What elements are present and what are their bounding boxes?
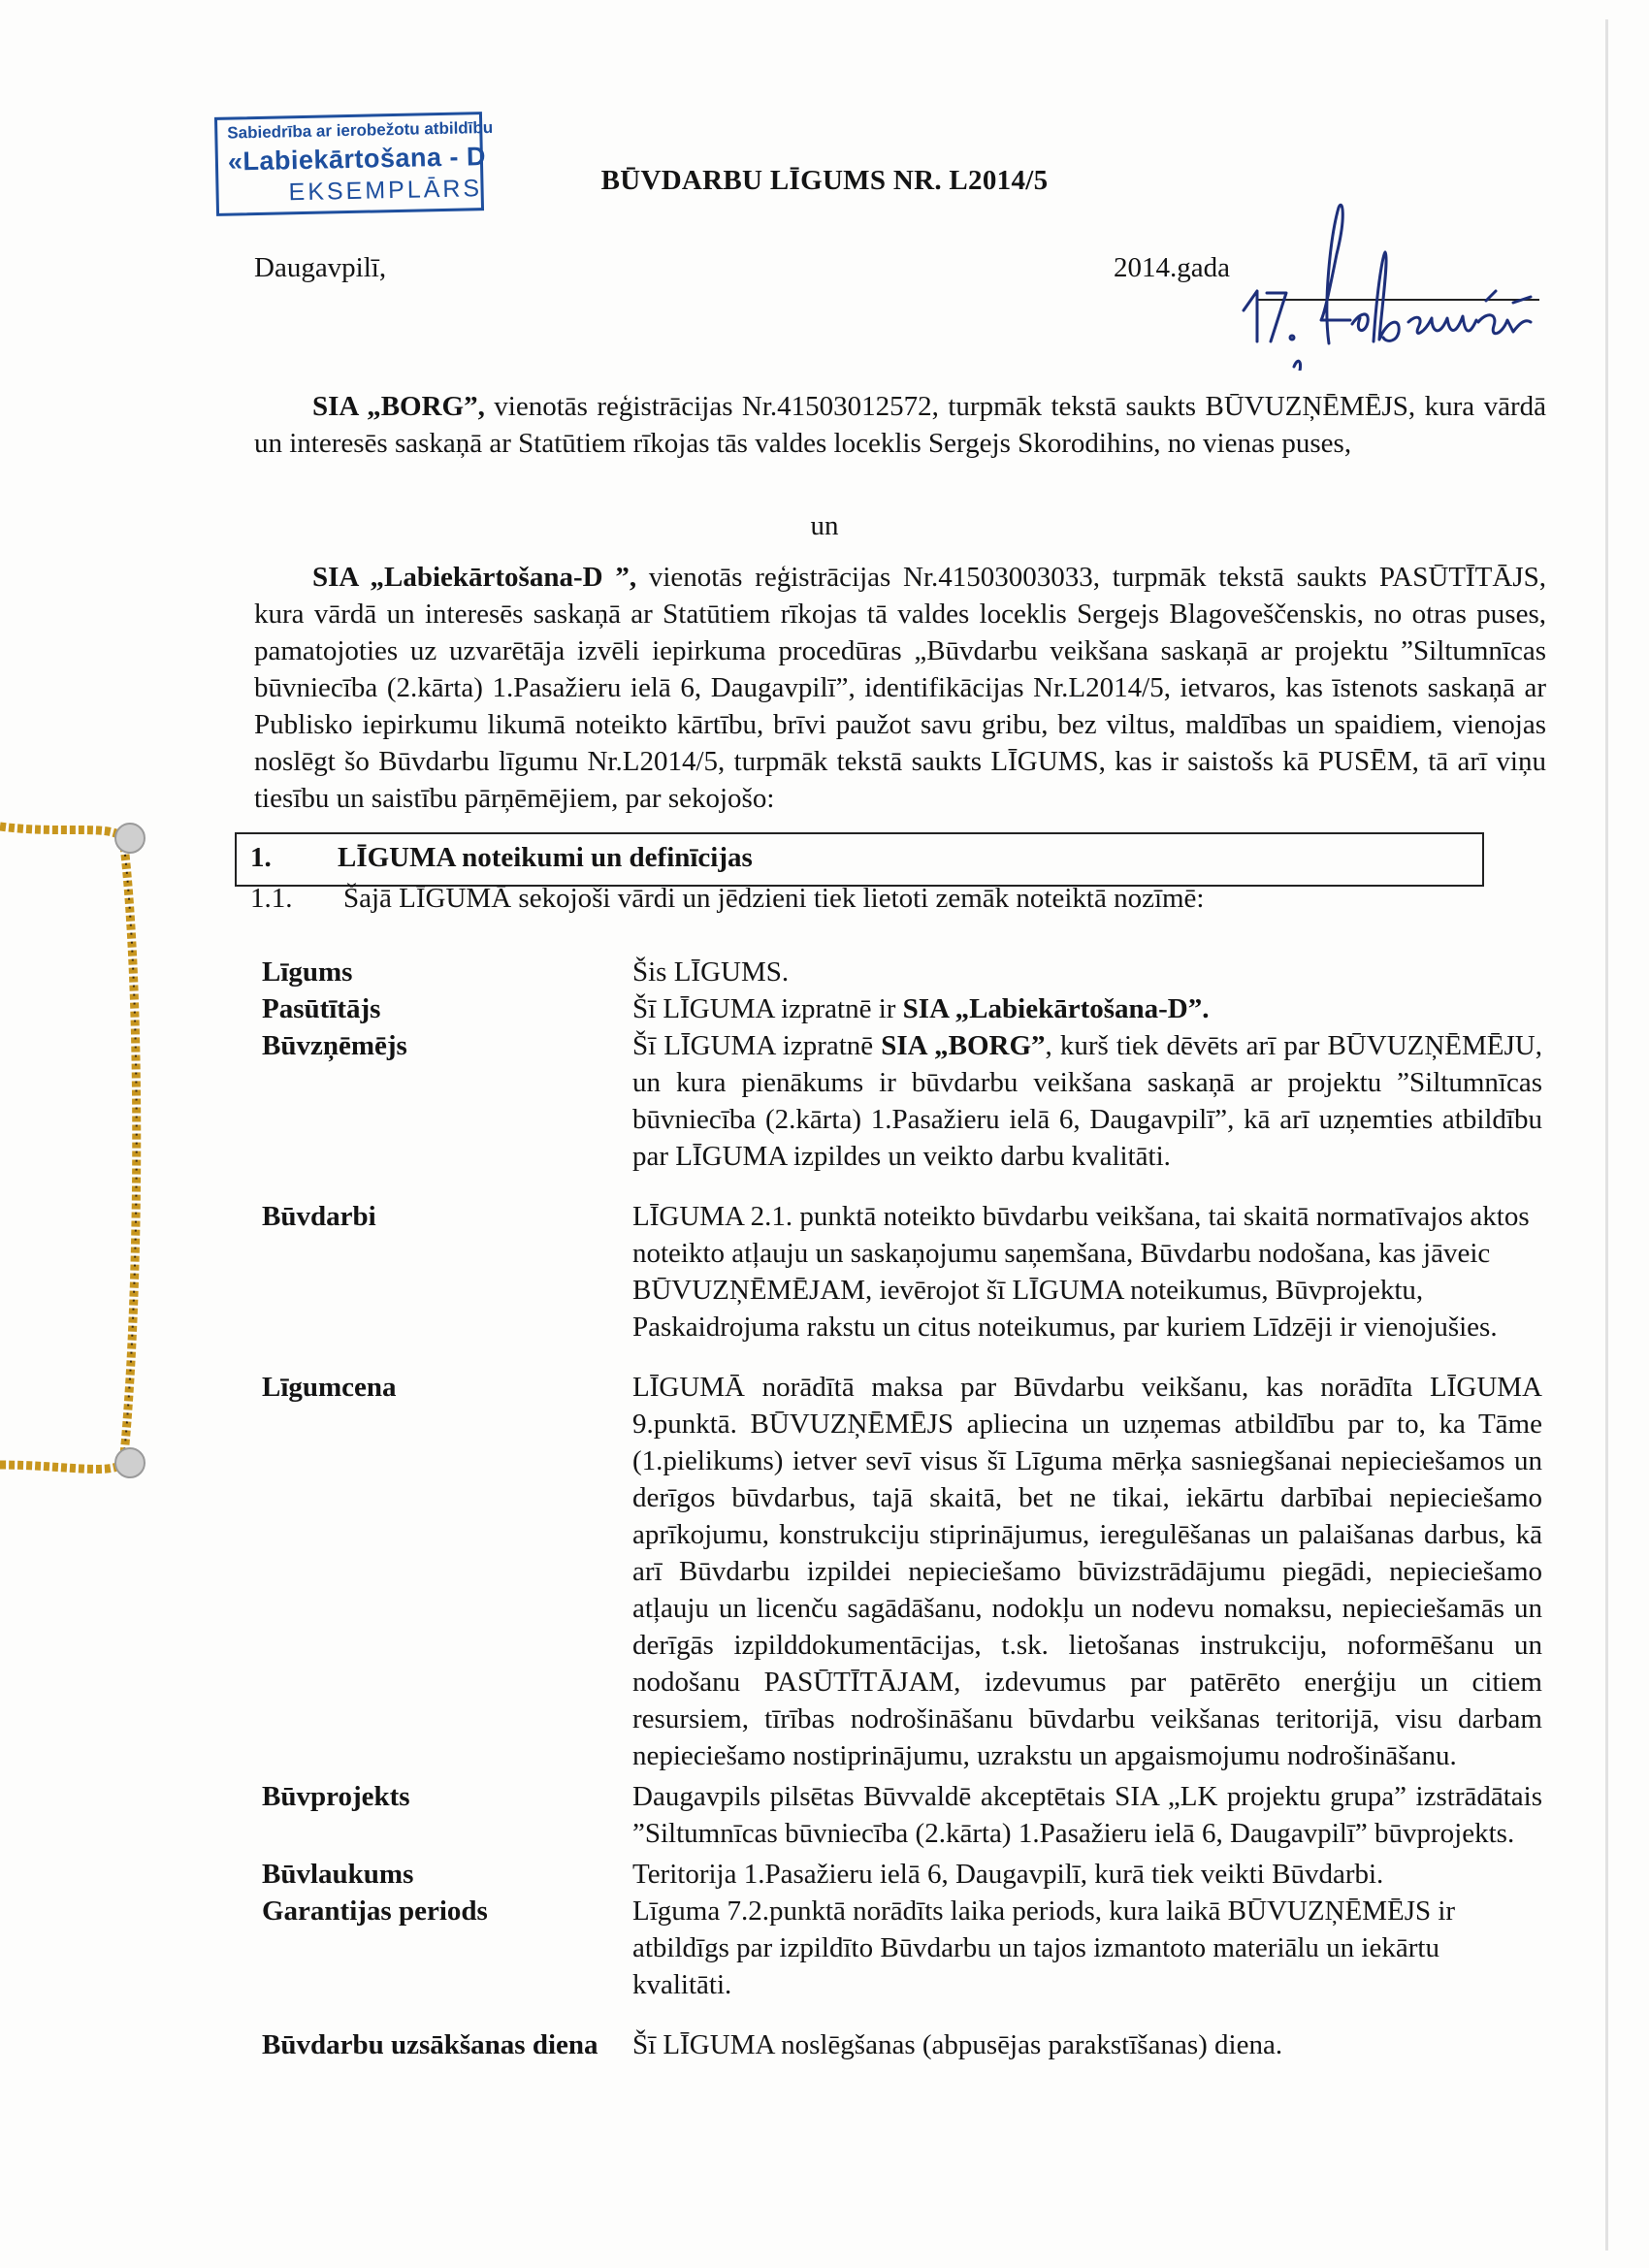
definition-row	[262, 1856, 1542, 1893]
definition-term: Būvzņēmējs	[262, 1030, 407, 1061]
subsection-1-1-text: Šajā LĪGUMĀ sekojoši vārdi un jēdzieni tiek lietoti zemāk noteiktā nozīmē:	[343, 883, 1205, 914]
definition-text-plain: Šī LĪGUMA izpratnē ir	[632, 993, 903, 1024]
definition-term: Būvlaukums	[262, 1859, 414, 1890]
definition-text-bold: SIA „BORG”	[881, 1030, 1046, 1061]
definition-text	[632, 1027, 1542, 1175]
page-edge-shadow	[1605, 19, 1608, 2251]
definition-term: Līgumcena	[262, 1372, 397, 1403]
subsection-1-1-number: 1.1.	[250, 883, 293, 914]
definitions-list	[262, 954, 1542, 2063]
party-1-paragraph	[254, 388, 1546, 462]
stamp-line-3: EKSEMPLĀRS	[288, 175, 483, 207]
definition-text: Daugavpils pilsētas Būvvaldē akceptētais SIA „LK projektu grupa” izstrādātais ”Siltumnīcas būvniecība (2.kārta) 1.Pasažieru ielā 6, Daugavpilī” būvprojekts.	[632, 1781, 1542, 1849]
party-2-text: vienotās reģistrācijas Nr.41503003033, turpmāk tekstā saukts PASŪTĪTĀJS, kura vārdā un interesēs saskaņā ar Statūtiem rīkojas tā valdes loceklis Sergejs Blagoveščenskis, no otras puses, pamatojoties uz uzvarētāja izvēli iepirkuma procedūras „Būvdarbu veikšana saskaņā ar projektu ”Siltumnīcas būvniecība (2.kārta) 1.Pasažieru ielā 6, Daugavpilī”, identifikācijas Nr.L2014/5, ietvaros, kas īstenots saskaņā ar Publisko iepirkumu likumā noteikto kārtību, brīvi paužot savu gribu, bez viltus, maldības un spaidiem, vienojas noslēgt šo Būvdarbu līgumu Nr.L2014/5, turpmāk tekstā saukts LĪGUMS, kas ir saistošs kā PUSĒM, tā arī viņu tiesību un saistību pārņēmējiem, par sekojošo:	[254, 562, 1547, 814]
definition-text: Līguma 7.2.punktā norādīts laika periods, kura laikā BŪVUZŅĒMĒJS ir atbildīgs par izpildīto Būvdarbu un tajos izmantoto materiālu un iekārtu kvalitāti.	[632, 1895, 1456, 2000]
definition-row	[262, 2026, 1542, 2063]
definition-row	[262, 1893, 1542, 2003]
definition-term: Līgums	[262, 956, 353, 988]
party-2-name: SIA „Labiekārtošana-D ”,	[312, 562, 637, 593]
definition-row	[262, 954, 1542, 990]
definition-text: Šī LĪGUMA noslēgšanas (abpusējas parakstīšanas) diena.	[632, 2029, 1283, 2060]
binding-cord-icon	[0, 795, 155, 1494]
section-1-number: 1.	[250, 842, 272, 873]
definition-text: Šis LĪGUMS.	[632, 956, 790, 988]
definition-text-after: , kurš tiek dēvēts arī par BŪVUZŅĒMĒJU, un kura pienākums ir būvdarbu veikšana saskaņā ar projektu ”Siltumnīcas būvniecība (2.kārta) 1.Pasažieru ielā 6, Daugavpilī”, kā arī uzņemties atbildību par LĪGUMA izpildes un veikto darbu kvalitāti.	[632, 1030, 1542, 1172]
date-year: 2014.gada	[1114, 252, 1230, 283]
stamp-line-1: Sabiedrība ar ierobežotu atbildību	[227, 117, 494, 143]
definition-term: Būvdarbi	[262, 1201, 376, 1232]
definition-text: LĪGUMĀ norādītā maksa par Būvdarbu veikšanu, kas norādīta LĪGUMA 9.punktā. BŪVUZŅĒMĒJS apliecina un uzņemas atbildību par to, ka Tāme (1.pielikums) ietver sevī visus šī Līguma mērķa sasniegšanai nepieciešamos un derīgos būvdarbus, tajā skaitā, bet ne tikai, iekārtu darbībai nepieciešamo aprīkojumu, konstrukciju stiprinājumus, ieregulēšanas un palaišanas darbus, kā arī Būvdarbu izpildei nepieciešamo būvizstrādājumu piegādi, nepieciešamo atļauju un licenču sagādāšanu, nodokļu un nodevu nomaksu, nepieciešamās un derīgās izpilddokumentācijas, t.sk. lietošanas instrukciju, noformēšanu un nodošanu PASŪTĪTĀJAM, izdevumus par patērēto enerģiju un citiem resursiem, tīrības nodrošināšanu būvdarbu veikšanas teritorijā, visu darbam nepieciešamo nostiprinājumu, uzrakstu un apgaismojumu nodrošināšanu.	[632, 1372, 1542, 1771]
company-stamp	[214, 112, 494, 216]
party-1-text: vienotās reģistrācijas Nr.41503012572, turpmāk tekstā saukts BŪVUZŅĒMĒJS, kura vārdā un interesēs saskaņā ar Statūtiem rīkojas tās valdes loceklis Sergejs Skorodihins, no vienas puses,	[254, 391, 1546, 459]
section-1-title: LĪGUMA noteikumi un definīcijas	[338, 842, 753, 873]
definition-row	[262, 1198, 1542, 1345]
place-of-signing: Daugavpilī,	[254, 252, 387, 283]
definition-row	[262, 1778, 1542, 1852]
definition-text: LĪGUMA 2.1. punktā noteikto būvdarbu veikšana, tai skaitā normatīvajos aktos noteikto atļauju un saskaņojumu saņemšana, Būvdarbu nodošana, kas jāveic BŪVUZŅĒMĒJAM, ievērojot šī LĪGUMA noteikumus, Būvprojektu, Paskaidrojuma rakstu un citus noteikumus, par kuriem Līdzēji ir vienojušies.	[632, 1201, 1530, 1343]
party-1-name: SIA „BORG”,	[312, 391, 485, 422]
definition-term: Būvprojekts	[262, 1781, 410, 1812]
section-1-heading-box	[235, 832, 1484, 887]
definition-row	[262, 990, 1542, 1027]
and-connector: un	[810, 510, 839, 541]
definition-text-bold: SIA „Labiekārtošana-D”.	[902, 993, 1210, 1024]
definition-text-plain: Šī LĪGUMA izpratnē	[632, 1030, 882, 1061]
document-title: BŪVDARBU LĪGUMS NR. L2014/5	[600, 165, 1049, 196]
definition-row	[262, 1369, 1542, 1774]
definition-term: Garantijas periods	[262, 1895, 488, 1927]
definition-row	[262, 1027, 1542, 1175]
party-2-paragraph	[254, 559, 1546, 817]
definition-text: Teritorija 1.Pasažieru ielā 6, Daugavpilī, kurā tiek veikti Būvdarbi.	[632, 1859, 1384, 1890]
definition-term: Pasūtītājs	[262, 993, 381, 1024]
handwritten-date-signature	[1224, 196, 1544, 371]
definition-term: Būvdarbu uzsākšanas diena	[262, 2029, 598, 2060]
stamp-line-2: «Labiekārtošana - D	[227, 142, 487, 177]
definition-text	[632, 990, 1542, 1027]
